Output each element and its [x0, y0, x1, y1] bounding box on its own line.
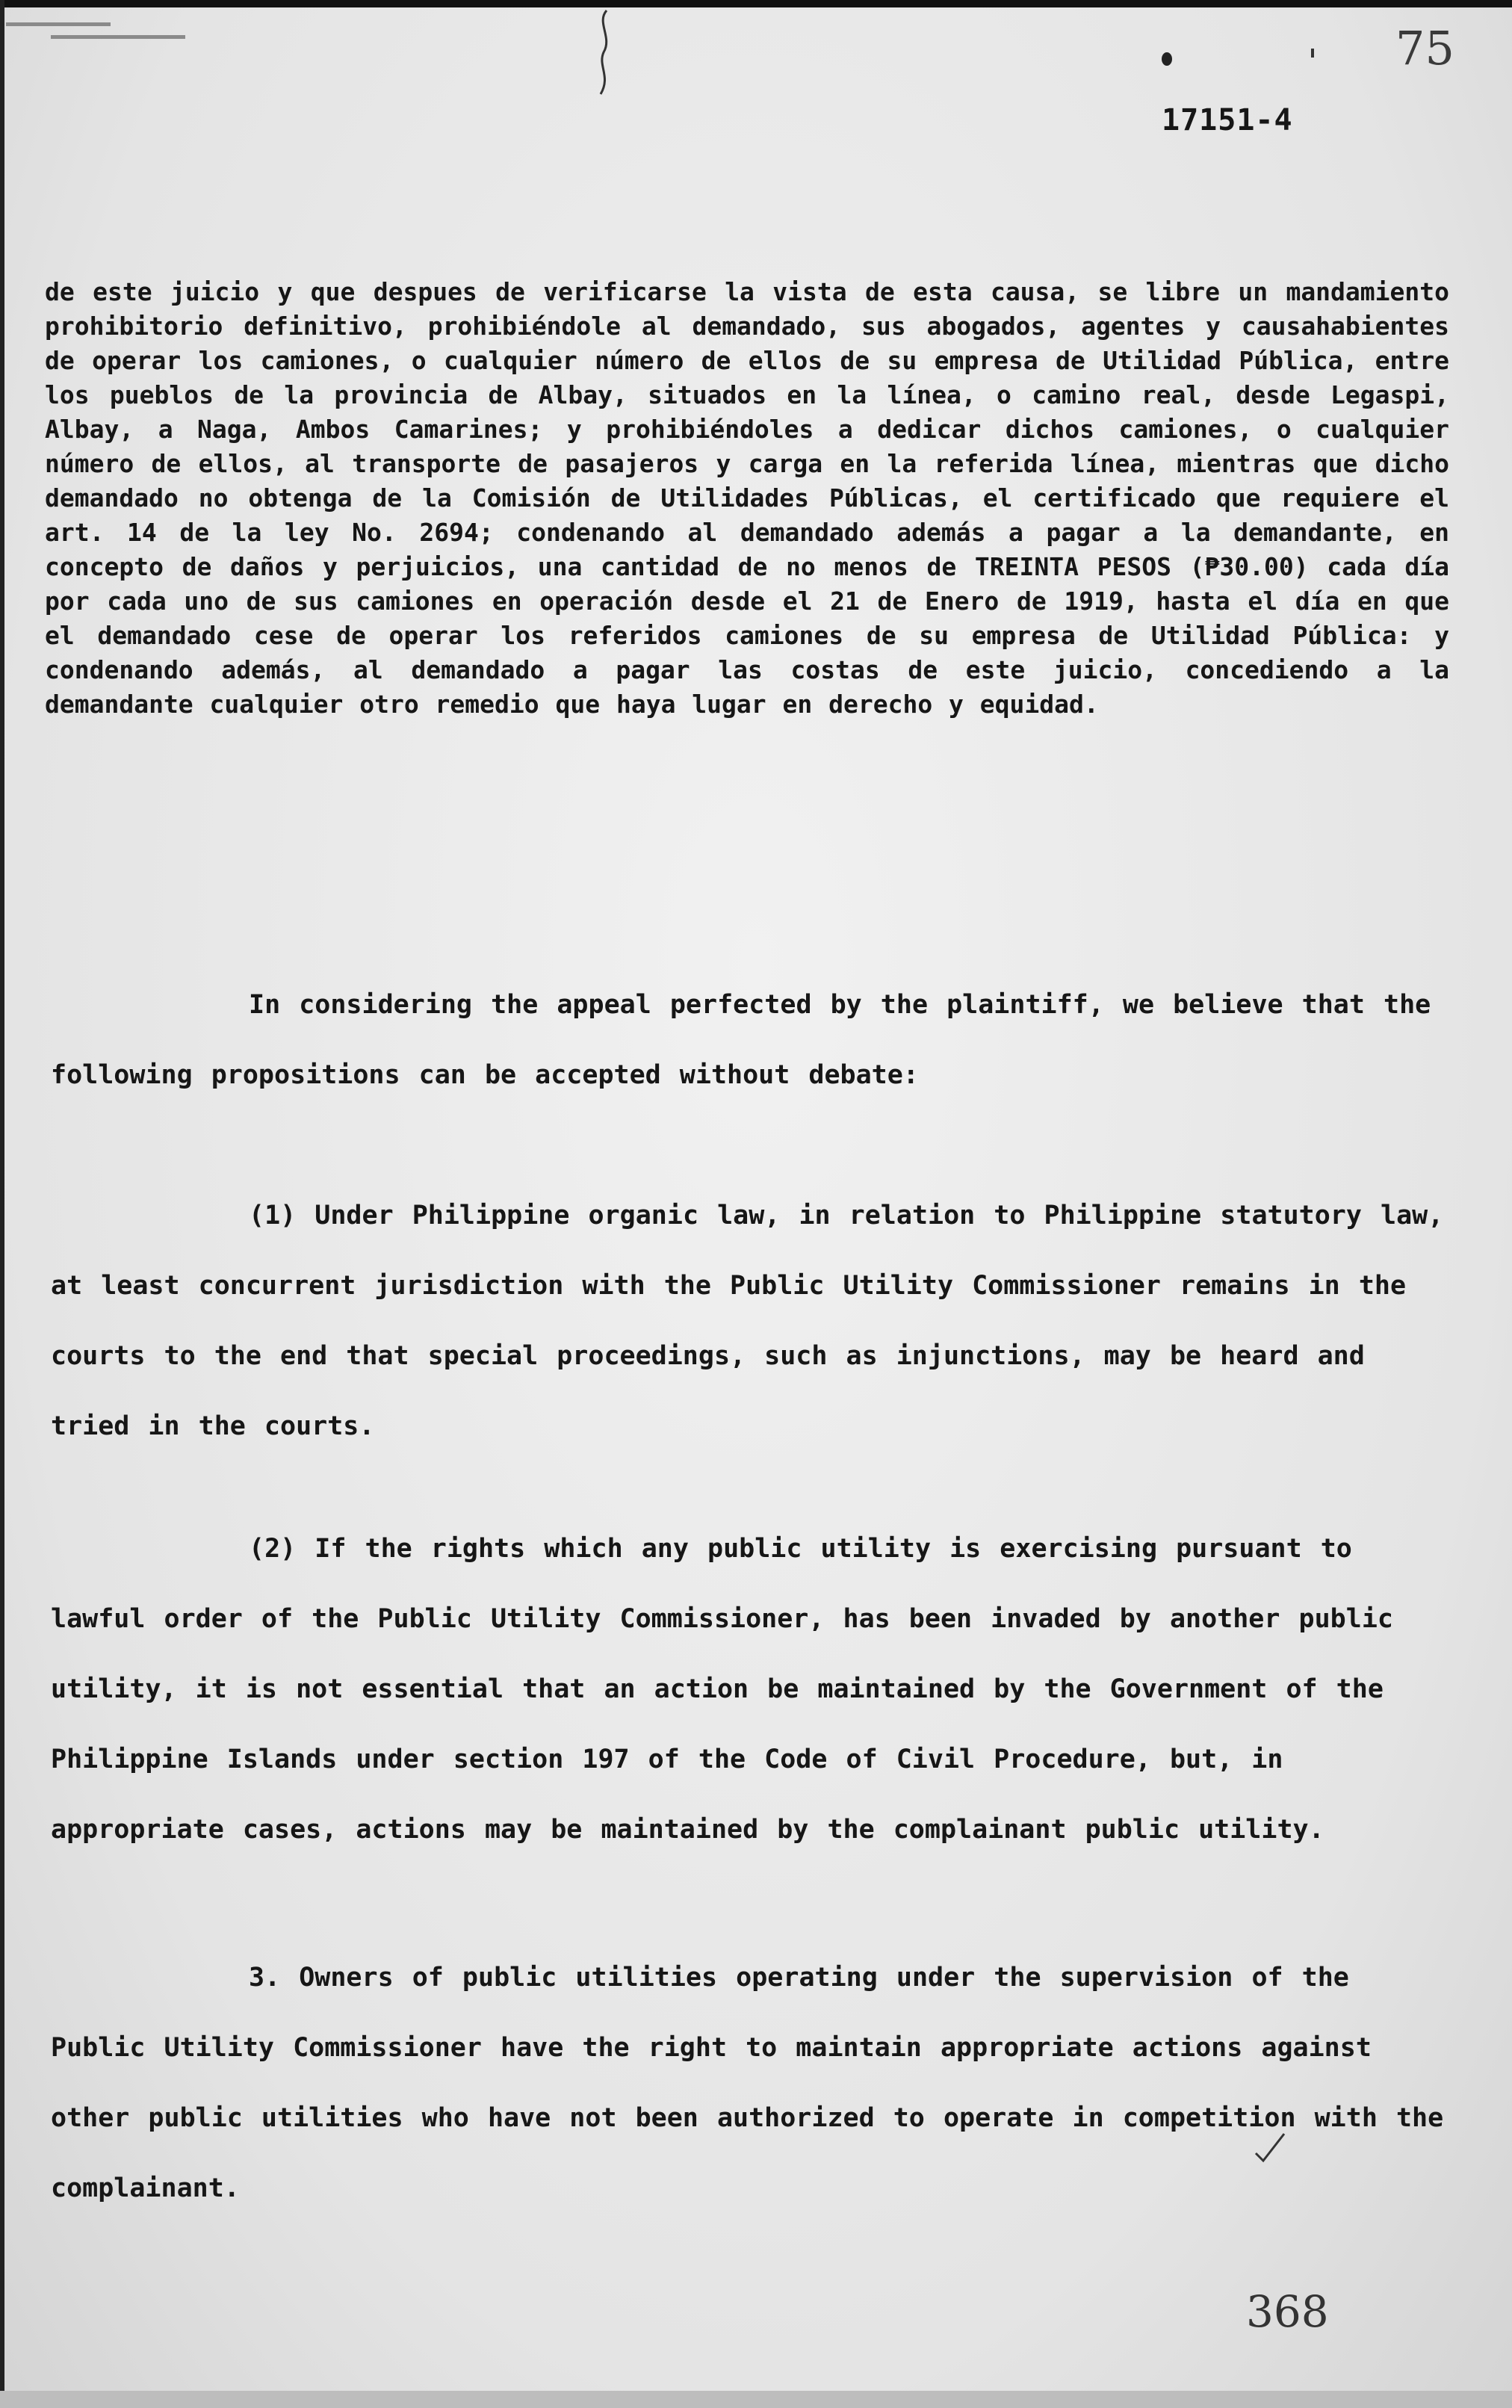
folio-number-bottom: 368	[1246, 2286, 1329, 2337]
folio-number-top: 75	[1395, 21, 1454, 75]
paragraph-proposition-2: (2) If the rights which any public utility is exercising pursuant to lawful order of the Public Utility Commissioner, has been invaded by another public utility, it is not essential that an action be maintained by the Government of the Philippine Islands under section 197 of the Code of Civil Procedure, but, in appropriate cases, actions may be maintained by the complainant public utility.	[51, 1534, 1393, 1845]
spanish-quoted-prayer: de este juicio y que despues de verificarse la vista de esta causa, se libre un mandamiento prohibitorio definitivo, prohibiéndole al demandado, sus abogados, agentes y causahabientes de operar los camiones, o cualquier número de ellos de su empresa de Utilidad Pública, entre los pueblos de la provincia de Albay, situados en la línea, o camino real, desde Legaspi, Albay, a Naga, Ambos Camarines; y prohibiéndoles a dedicar dichos camiones, o cualquier número de ellos, al transporte de pasajeros y carga en la referida línea, mientras que dicho demandado no obtenga de la Comisión de Utilidades Públicas, el certificado que requiere el art. 14 de la ley No. 2694; condenando al demandado además a pagar a la demandante, en concepto de daños y perjuicios, una cantidad de no menos de TREINTA PESOS (₱30.00) cada día por cada uno de sus camiones en operación desde el 21 de Enero de 1919, hasta el día en que el demandado cese de operar los referidos camiones de su empresa de Utilidad Pública: y condenando además, al demandado a pagar las costas de este juicio, concediendo a la demandante cualquier otro remedio que haya lugar en derecho y equidad.	[45, 277, 1449, 719]
checkmark-icon	[1251, 2129, 1289, 2167]
handwritten-mark-icon	[590, 7, 620, 97]
scan-edge-bottom	[0, 2391, 1512, 2408]
paragraph-intro: In considering the appeal perfected by the plaintiff, we believe that the following propositions can be accepted without debate:	[51, 990, 1431, 1090]
ink-dot	[1162, 52, 1172, 66]
ink-tick	[1311, 49, 1314, 58]
paragraph-proposition-3: 3. Owners of public utilities operating under the supervision of the Public Utility Commissioner have the right to maintain appropriate actions against other public utilities who have not been authorized to operate in competition with the complainant.	[51, 1963, 1444, 2203]
scan-edge-left	[0, 0, 4, 2408]
paragraph-proposition-1: (1) Under Philippine organic law, in relation to Philippine statutory law, at least concurrent jurisdiction with the Public Utility Commissioner remains in the courts to the end that special proceedings, such as injunctions, may be heard and tried in the courts.	[51, 1201, 1444, 1441]
letterhead-stamp	[6, 22, 200, 60]
scan-edge-top	[0, 0, 1512, 7]
document-number: 17151-4	[1162, 103, 1293, 137]
